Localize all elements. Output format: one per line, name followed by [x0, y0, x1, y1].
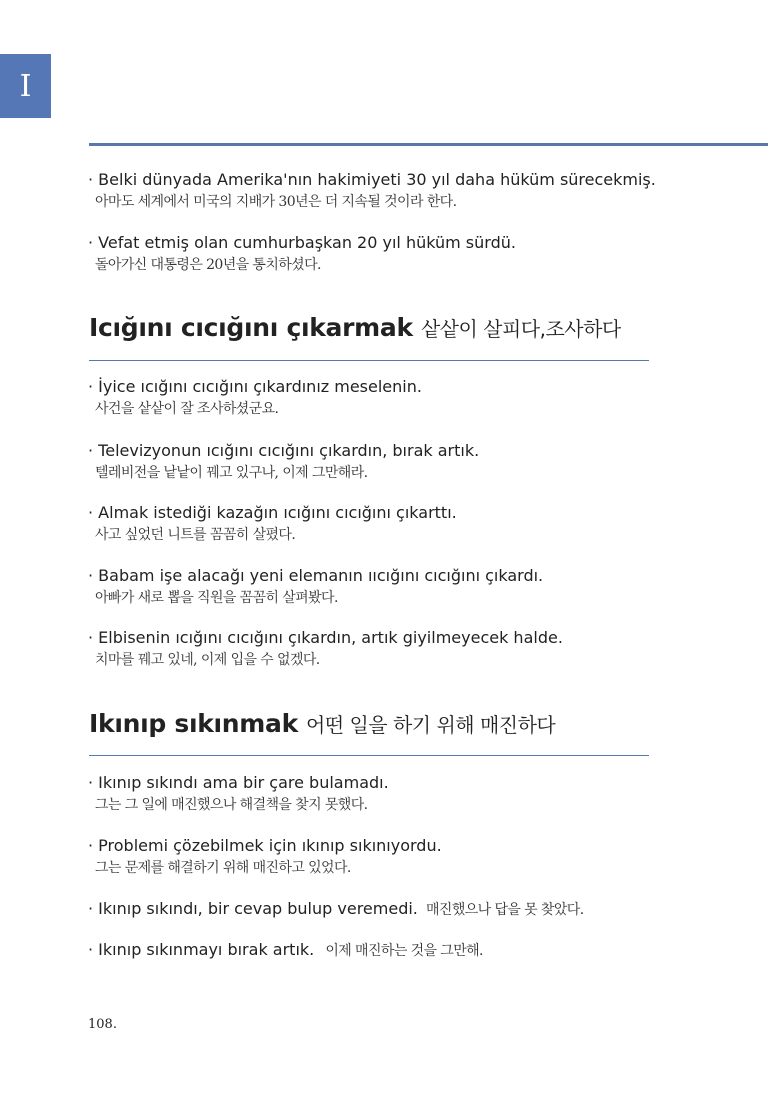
idiom-meaning: 어떤 일을 하기 위해 매진하다: [305, 713, 556, 737]
example-1-2: [88, 441, 479, 482]
section-rule-2: [89, 755, 649, 756]
section-heading-1: [89, 313, 621, 342]
example-2-4: [88, 940, 483, 960]
korean-translation: 아빠가 새로 뽑을 직원을 꼼꼼히 살펴봤다.: [95, 590, 338, 606]
section-heading-2: [89, 709, 555, 738]
korean-translation: 매진했으나 답을 못 찾았다.: [425, 902, 584, 918]
example-1-1: [88, 377, 422, 418]
chapter-tab: [0, 54, 51, 118]
example-2-2: [88, 836, 442, 877]
example-1-4: [88, 566, 543, 607]
turkish-sentence: · Televizyonun ıcığını cıcığını çıkardın, bırak artık.: [88, 441, 480, 460]
korean-translation: 그는 문제를 해결하기 위해 매진하고 있었다.: [95, 860, 351, 876]
chapter-label: I: [19, 68, 32, 104]
turkish-sentence: · Belki dünyada Amerika'nın hakimiyeti 30 yıl daha hüküm sürecekmiş.: [88, 170, 656, 189]
example-2-3: [88, 899, 584, 919]
korean-translation: 사건을 샅샅이 잘 조사하셨군요.: [95, 401, 279, 417]
korean-translation: 아마도 세계에서 미국의 지배가 30년은 더 지속될 것이라 한다.: [95, 194, 457, 210]
korean-translation: 텔레비전을 낱낱이 꿰고 있구나, 이제 그만해라.: [95, 465, 368, 481]
korean-translation: 돌아가신 대통령은 20년을 통치하셨다.: [95, 257, 321, 273]
idiom-title: Icığını cıcığını çıkarmak: [89, 313, 413, 342]
intro-example-1: [88, 170, 656, 211]
example-1-5: [88, 628, 563, 669]
section-rule-1: [89, 360, 649, 361]
turkish-sentence: · Ikınıp sıkındı, bir cevap bulup veremedi.: [88, 899, 418, 918]
top-rule: [89, 143, 768, 146]
intro-example-2: [88, 233, 516, 274]
turkish-sentence: · Babam işe alacağı yeni elemanın ııcığını cıcığını çıkardı.: [88, 566, 544, 585]
example-1-3: [88, 503, 457, 544]
turkish-sentence: · Vefat etmiş olan cumhurbaşkan 20 yıl hüküm sürdü.: [88, 233, 516, 252]
page-number: 108.: [88, 1017, 117, 1032]
turkish-sentence: · İyice ıcığını cıcığını çıkardınız meselenin.: [88, 377, 422, 396]
korean-translation: 이제 매진하는 것을 그만해.: [325, 943, 483, 959]
turkish-sentence: · Ikınıp sıkınmayı bırak artık.: [88, 940, 315, 959]
example-2-1: [88, 773, 389, 814]
turkish-sentence: · Almak istediği kazağın ıcığını cıcığını çıkarttı.: [88, 503, 457, 522]
korean-translation: 치마를 꿰고 있네, 이제 입을 수 없겠다.: [95, 652, 320, 668]
turkish-sentence: · Problemi çözebilmek için ıkınıp sıkınıyordu.: [88, 836, 442, 855]
turkish-sentence: · Ikınıp sıkındı ama bir çare bulamadı.: [88, 773, 389, 792]
idiom-meaning: 샅샅이 살피다,조사하다: [420, 317, 621, 341]
idiom-title: Ikınıp sıkınmak: [89, 709, 298, 738]
korean-translation: 사고 싶었던 니트를 꼼꼼히 살폈다.: [95, 527, 296, 543]
turkish-sentence: · Elbisenin ıcığını cıcığını çıkardın, artık giyilmeyecek halde.: [88, 628, 563, 647]
korean-translation: 그는 그 일에 매진했으나 해결책을 찾지 못했다.: [95, 797, 368, 813]
